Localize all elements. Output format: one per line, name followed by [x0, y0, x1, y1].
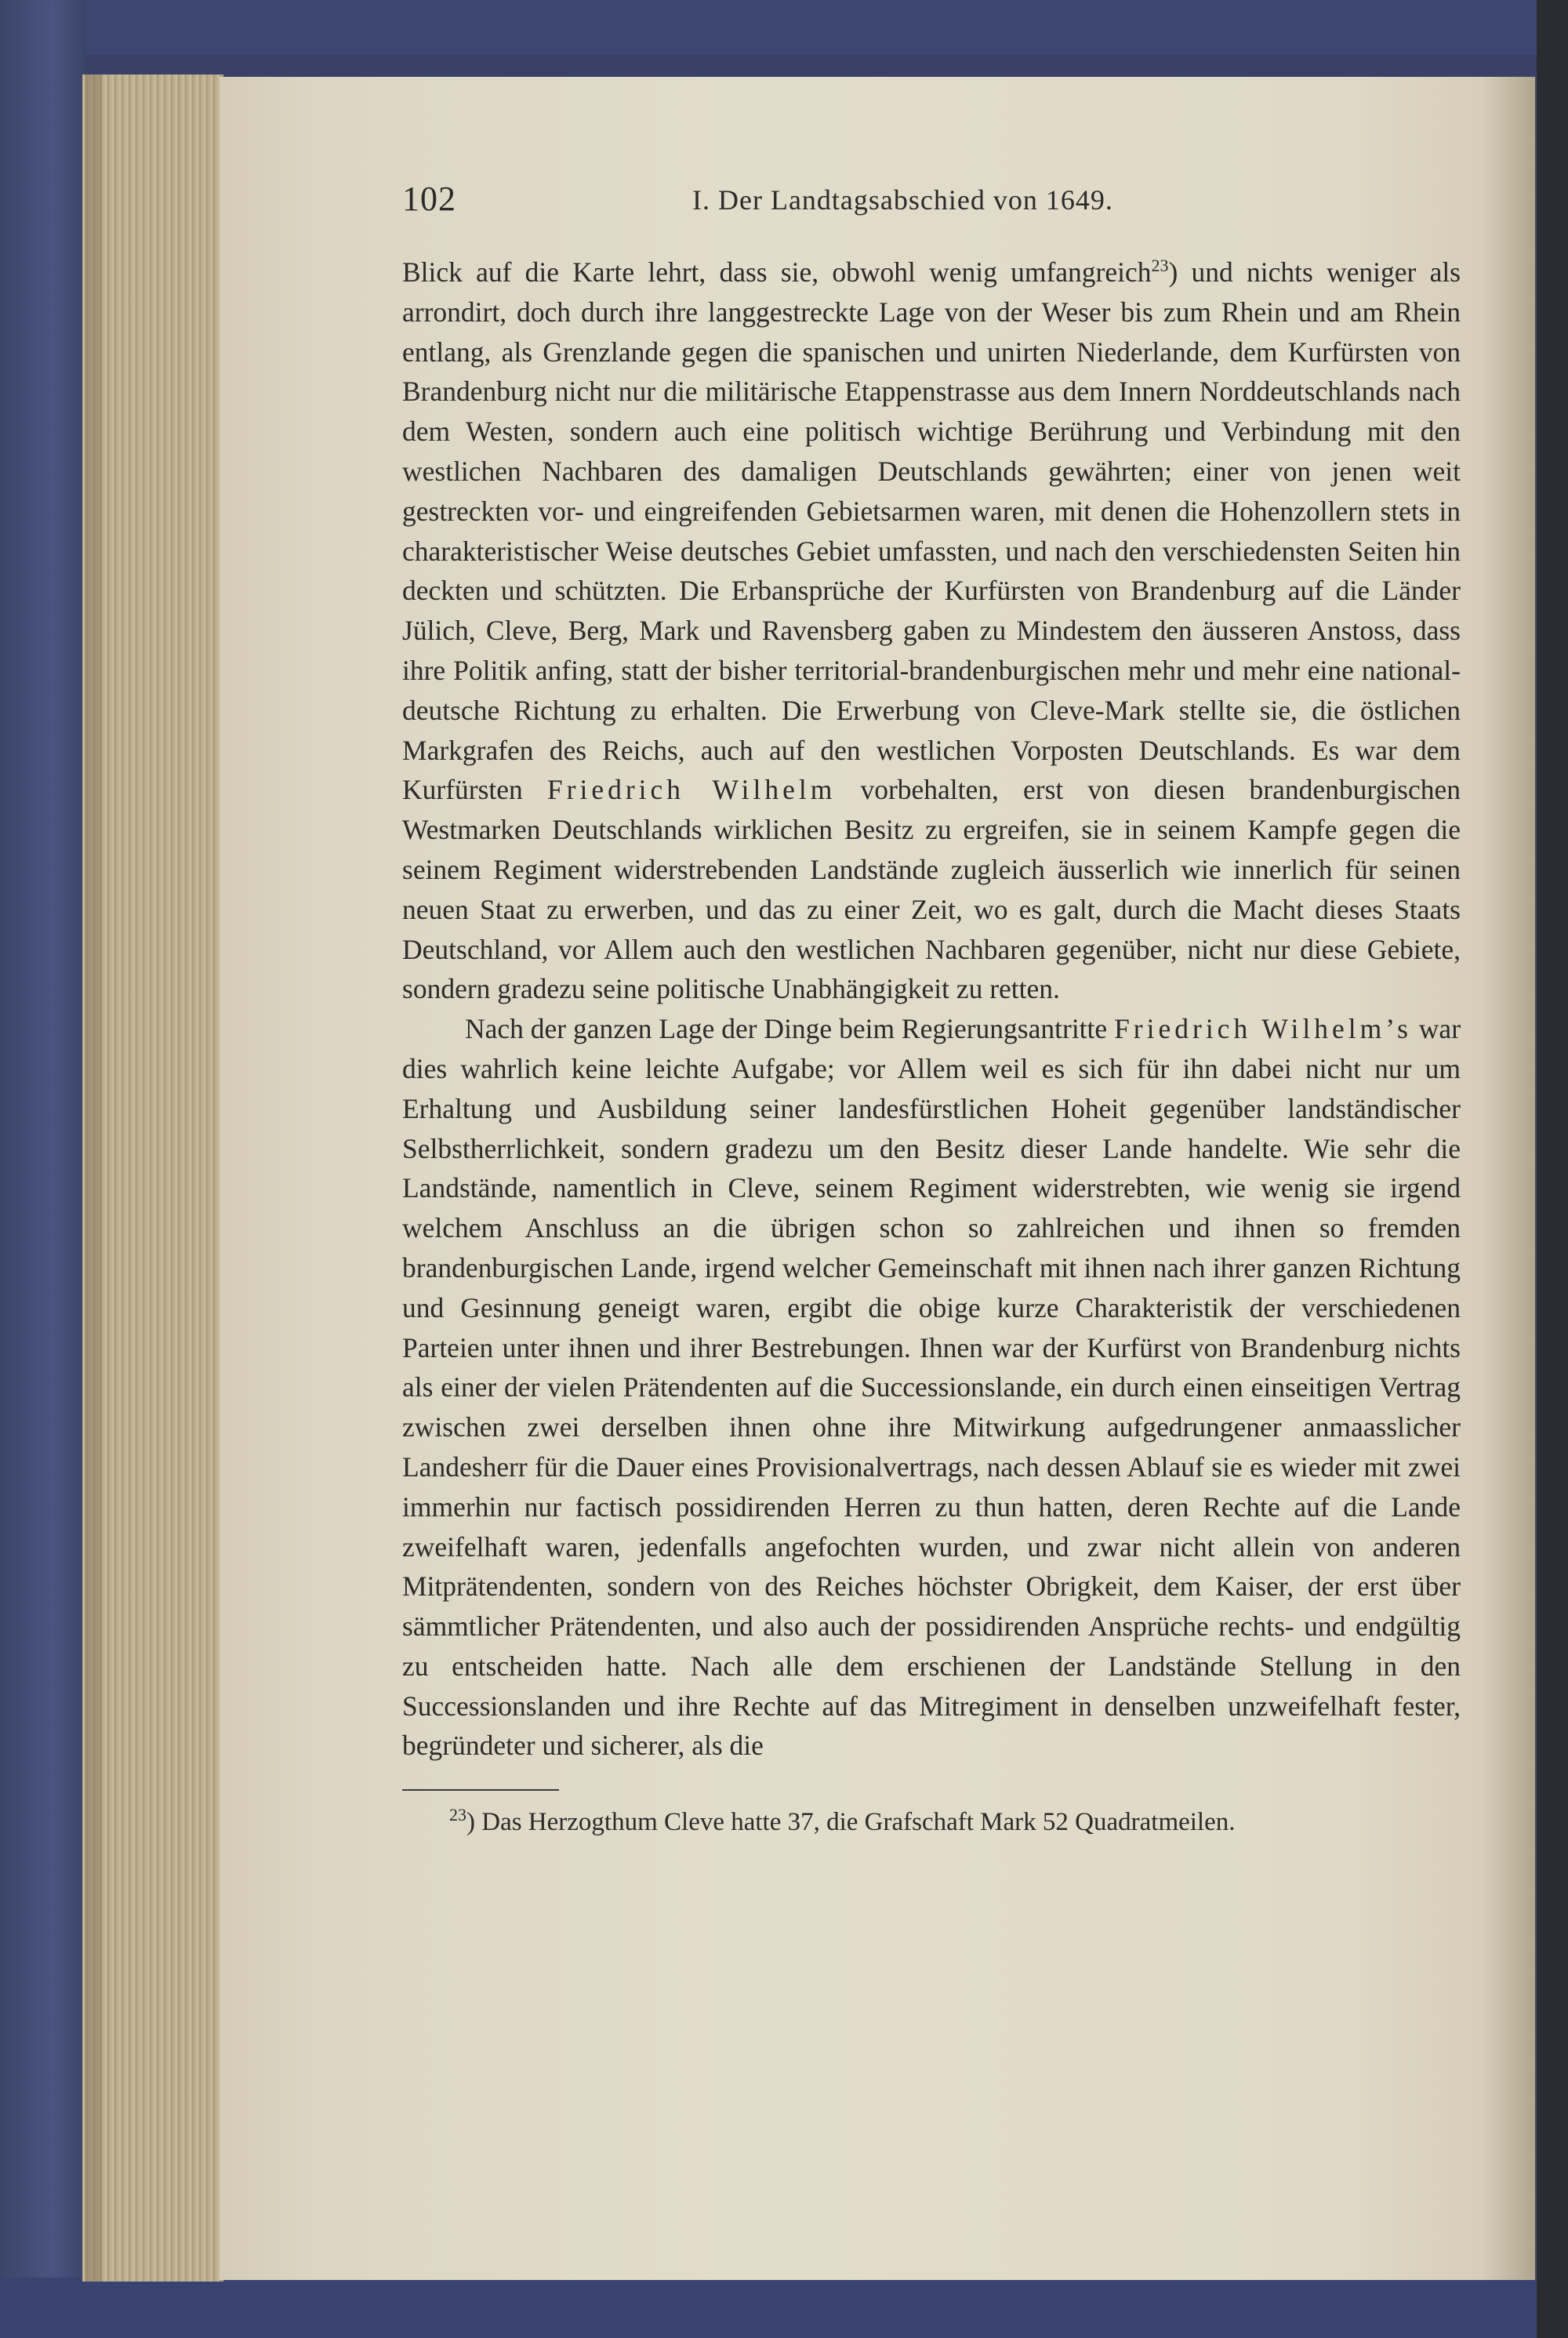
book-cover-bottom [0, 2278, 1568, 2338]
spaced-name-friedrich-wilhelms: Friedrich Wilhelm’s [1114, 1013, 1412, 1045]
page-content [402, 179, 1461, 1839]
page-gutter-shadow [1482, 77, 1537, 2280]
footnote-reference: 23 [1151, 256, 1169, 276]
paragraph-2-text-b: war dies wahrlich keine leichte Aufgabe; vor Allem weil es sich für ihn dabei nicht nur um Erhaltung und Ausbildung seiner landesfürstlichen Hoheit gegenüber landständischer Selbstherrlichkeit, sondern gradezu um den Besitz dieser Lande handelte. Wie sehr die Landstände, namentlich in Cleve, seinem Regiment widerstrebten, wie wenig sie irgend welchem Anschluss an die übrigen schon so zahlreichen und ihnen so fremden brandenburgischen Lande, irgend welcher Gemeinschaft mit ihnen nach ihrer ganzen Richtung und Gesinnung geneigt waren, ergibt die obige kurze Charakteristik der verschiedenen Parteien unter ihnen und ihrer Bestrebungen. Ihnen war der Kurfürst von Brandenburg nichts als einer der vielen Prätendenten auf die Successionslande, ein durch einen einseitigen Vertrag zwischen zwei derselben ihnen ohne ihre Mitwirkung aufgedrungener anmaasslicher Landesherr für die Dauer eines Provisionalvertrags, nach dessen Ablauf sie es wieder mit zwei immerhin nur factisch possidirenden Herren zu thun hatten, deren Rechte auf die Lande zweifelhaft waren, jedenfalls angefochten wurden, und zwar nicht allein von anderen Mitprätendenten, sondern von des Reiches höchster Obrigkeit, dem Kaiser, der erst über sämmtlicher Prätendenten, und also auch der possidirenden Ansprüche rechts- und endgültig zu entscheiden hatte. Nach alle dem erschienen der Landstände Stellung in den Successionslanden und ihre Rechte auf das Mitregiment in denselben unzweifelhaft fester, begründeter und sicherer, als die [402, 1013, 1461, 1762]
paragraph-2 [402, 1009, 1461, 1766]
book-cover-left [0, 0, 86, 2338]
paragraph-1 [402, 252, 1461, 1009]
book-cover-top [0, 0, 1568, 55]
book-cover-right [1537, 0, 1568, 2338]
paragraph-1-text-a: Blick auf die Karte lehrt, dass sie, obwohl wenig umfangreich [402, 256, 1152, 288]
paragraph-2-text-a: Nach der ganzen Lage der Dinge beim Regierungsantritte [465, 1013, 1108, 1045]
footnote [402, 1805, 1461, 1839]
spaced-name-friedrich-wilhelm: Friedrich Wilhelm [546, 774, 837, 806]
running-title: I. Der Landtagsabschied von 1649. [692, 184, 1113, 216]
page-block-edge [82, 74, 223, 2282]
paragraph-1-text-b: ) und nichts weniger als arrondirt, doch durch ihre langgestreckte Lage von der Weser bis zum Rhein und am Rhein entlang, als Grenzlande gegen die spanischen und unirten Niederlande, dem Kurfürsten von Brandenburg nicht nur die militärische Etappenstrasse aus dem Innern Norddeutschlands nach dem Westen, sondern auch eine politisch wichtige Berührung und Verbindung mit den westlichen Nachbaren des damaligen Deutschlands gewährten; einer von jenen weit gestreckten vor- und eingreifenden Gebietsarmen waren, mit denen die Hohenzollern stets in charakteristischer Weise deutsches Gebiet umfassten, und nach den verschiedensten Seiten hin deckten und schützten. Die Erbansprüche der Kurfürsten von Brandenburg auf die Länder Jülich, Cleve, Berg, Mark und Ravensberg gaben zu Mindestem den äusseren Anstoss, dass ihre Politik anfing, statt der bisher territorial-brandenburgischen mehr und mehr eine national-deutsche Richtung zu erhalten. Die Erwerbung von Cleve-Mark stellte sie, die östlichen Markgrafen des Reichs, auch auf den westlichen Vorposten Deutschlands. Es war dem Kurfürsten [402, 256, 1461, 806]
page-block-shadow [85, 74, 102, 2282]
body-text [402, 252, 1461, 1766]
paragraph-1-text-c: vorbehalten, erst von diesen brandenburgischen Westmarken Deutschlands wirklichen Besitz zu ergreifen, sie in seinem Kampfe gegen die seinem Regiment widerstrebenden Landstände zugleich äusserlich wie innerlich für seinen neuen Staat zu erwerben, und das zu einer Zeit, wo es galt, durch die Macht dieses Staats Deutschland, vor Allem auch den westlichen Nachbaren gegenüber, nicht nur diese Gebiete, sondern gradezu seine politische Unabhängigkeit zu retten. [402, 774, 1461, 1005]
running-head [402, 179, 1461, 226]
footnote-text: ) Das Herzogthum Cleve hatte 37, die Grafschaft Mark 52 Quadratmeilen. [466, 1808, 1236, 1837]
footnote-number: 23 [449, 1805, 466, 1825]
footnote-divider [402, 1789, 559, 1791]
page-number: 102 [402, 180, 456, 218]
